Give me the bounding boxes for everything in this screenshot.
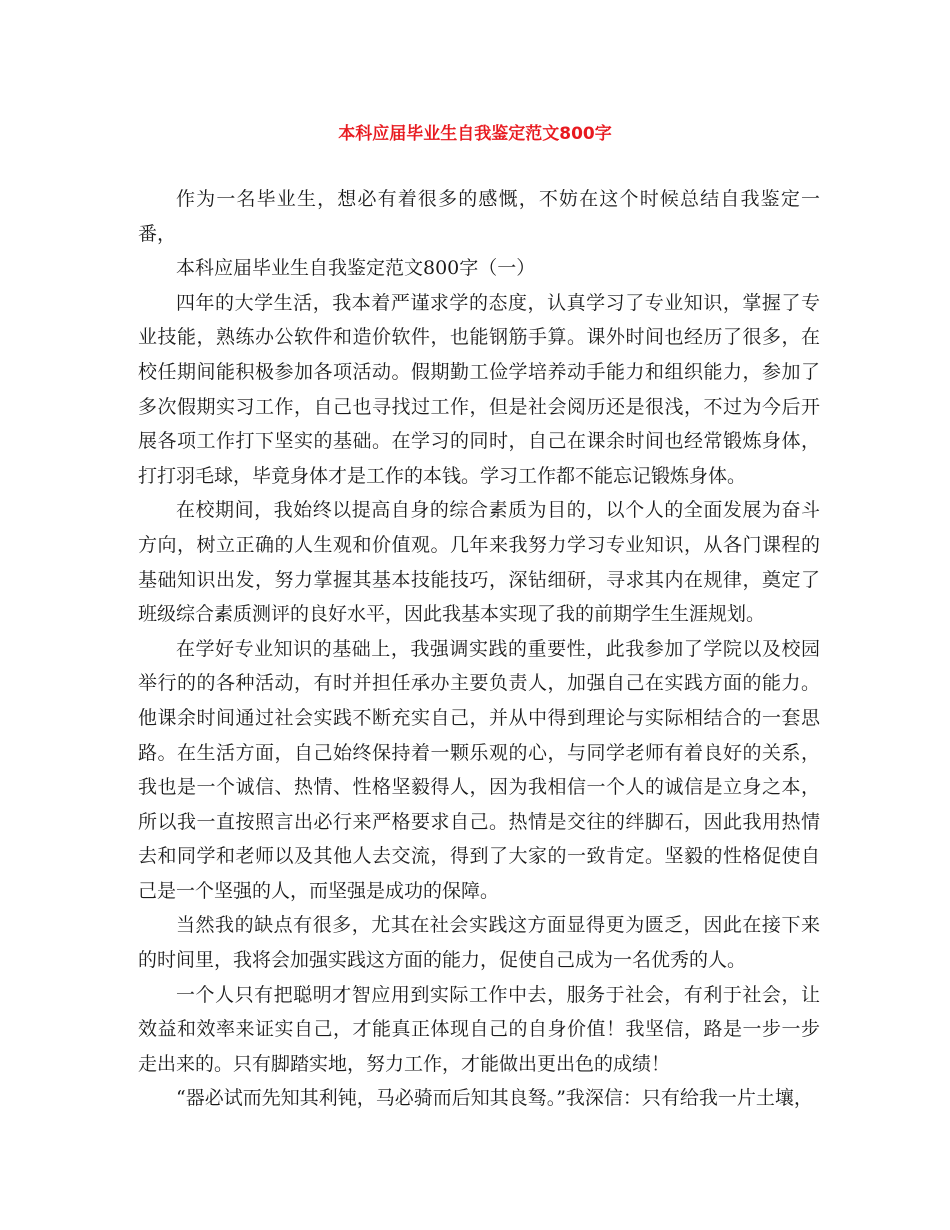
paragraph-university-life: 四年的大学生活，我本着严谨求学的态度，认真学习了专业知识，掌握了专业技能，熟练办公软件和造价软件，也能钢筋手算。课外时间也经历了很多，在校任期间能积极参加各项活动。假期勤工俭学培养动手能力和组织能力，参加了多次假期实习工作，自己也寻找过工作，但是社会阅历还是很浅，不过为今后开展各项工作打下坚实的基础。在学习的同时，自己在课余时间也经常锻炼身体，打打羽毛球，毕竟身体才是工作的本钱。学习工作都不能忘记锻炼身体。 xyxy=(138,291,820,487)
document-body xyxy=(138,182,820,1116)
paragraph-intro: 作为一名毕业生，想必有着很多的感慨，不妨在这个时候总结自我鉴定一番， xyxy=(138,188,820,245)
paragraph-self-value: 一个人只有把聪明才智应用到实际工作中去，服务于社会，有利于社会，让效益和效率来证实自己，才能真正体现自己的自身价值！我坚信，路是一步一步走出来的。只有脚踏实地，努力工作，才能做出更出色的成绩！ xyxy=(138,983,820,1075)
paragraph-school-period: 在校期间，我始终以提高自身的综合素质为目的，以个人的全面发展为奋斗方向，树立正确的人生观和价值观。几年来我努力学习专业知识，从各门课程的基础知识出发，努力掌握其基本技能技巧，深钻细研，寻求其内在规律，奠定了班级综合素质测评的良好水平，因此我基本实现了我的前期学生生涯规划。 xyxy=(138,499,820,626)
document-title: 本科应届毕业生自我鉴定范文800字 xyxy=(338,124,612,144)
paragraph-practice: 在学好专业知识的基础上，我强调实践的重要性，此我参加了学院以及校园举行的的各种活动，有时并担任承办主要负责人，加强自己在实践方面的能力。他课余时间通过社会实践不断充实自己，并从中得到理论与实际相结合的一套思路。在生活方面，自己始终保持着一颗乐观的心，与同学老师有着良好的关系，我也是一个诚信、热情、性格坚毅得人，因为我相信一个人的诚信是立身之本，所以我一直按照言出必行来严格要求自己。热情是交往的绊脚石，因此我用热情去和同学和老师以及其他人去交流，得到了大家的一致肯定。坚毅的性格促使自己是一个坚强的人，而坚强是成功的保障。 xyxy=(138,637,820,902)
paragraph-quote: “器必试而先知其利钝，马必骑而后知其良驽。”我深信：只有给我一片土壤， xyxy=(176,1087,813,1110)
paragraph-shortcomings: 当然我的缺点有很多，尤其在社会实践这方面显得更为匮乏，因此在接下来的时间里，我将会加强实践这方面的能力，促使自己成为一名优秀的人。 xyxy=(138,914,820,972)
section-heading: 本科应届毕业生自我鉴定范文800字（一） xyxy=(176,257,536,280)
